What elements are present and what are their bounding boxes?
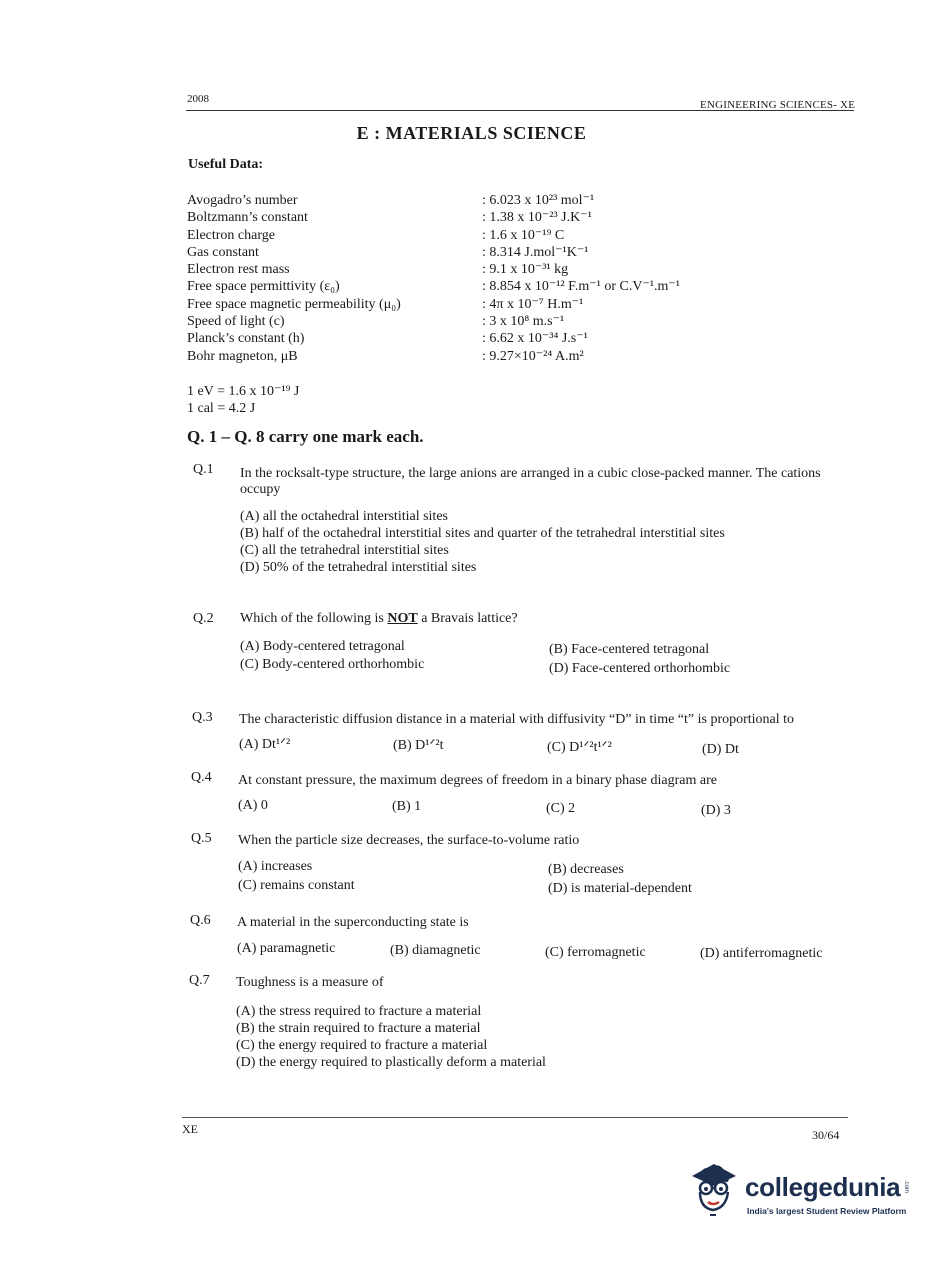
question-number: Q.7	[189, 973, 210, 988]
option: (D) antiferromagnetic	[700, 946, 823, 961]
constant-name: Boltzmann’s constant	[187, 210, 308, 226]
constant-value: : 4π x 10⁻⁷ H.m⁻¹	[482, 296, 584, 312]
watermark-com: .com	[903, 1180, 909, 1194]
option: (C) D¹ᐟ²t¹ᐟ²	[547, 740, 612, 755]
option: (B) half of the octahedral interstitial sites and quarter of the tetrahedral interstitial sites	[240, 526, 725, 541]
constant-name: Electron charge	[187, 227, 275, 243]
paper-name: ENGINEERING SCIENCES- XE	[700, 99, 856, 111]
question-text: In the rocksalt-type structure, the large anions are arranged in a cubic close-packed manner. The cations occupy	[240, 466, 821, 497]
question-number: Q.4	[191, 770, 212, 785]
option: (B) the strain required to fracture a material	[236, 1021, 481, 1036]
constant-name: Electron rest mass	[187, 262, 290, 278]
question-text: When the particle size decreases, the surface-to-volume ratio	[238, 833, 580, 848]
constant-value: : 8.854 x 10⁻¹² F.m⁻¹ or C.V⁻¹.m⁻¹	[482, 279, 680, 295]
option: (C) the energy required to fracture a material	[236, 1038, 488, 1053]
option: (B) D¹ᐟ²t	[393, 738, 444, 753]
constant-name: Free space permittivity (ε₀)	[187, 279, 340, 295]
option: (D) 3	[701, 803, 731, 818]
collegedunia-logo-icon	[688, 1158, 740, 1218]
question-number: Q.5	[191, 831, 212, 846]
constant-value: : 6.62 x 10⁻³⁴ J.s⁻¹	[482, 331, 588, 347]
option: (A) 0	[238, 798, 268, 813]
question-number: Q.2	[193, 611, 214, 626]
constant-value: : 8.314 J.mol⁻¹K⁻¹	[482, 244, 589, 260]
question-number: Q.3	[192, 710, 213, 725]
option: (B) Face-centered tetragonal	[549, 642, 710, 657]
watermark-brand: collegedunia	[745, 1172, 901, 1202]
constant-name: Free space magnetic permeability (μ₀)	[187, 296, 401, 312]
option: (A) all the octahedral interstitial sites	[240, 509, 448, 524]
question-text: A material in the superconducting state is	[237, 915, 469, 930]
watermark-tagline: India's largest Student Review Platform	[747, 1206, 907, 1216]
constant-name: Speed of light (c)	[187, 314, 285, 330]
option: (C) 2	[546, 801, 576, 816]
constant-name: Bohr magneton, μB	[187, 348, 298, 364]
question-text-part: Which of the following is	[240, 611, 384, 626]
question-text	[240, 611, 518, 627]
constant-value: : 9.27×10⁻²⁴ A.m²	[482, 348, 584, 364]
constant-value: : 3 x 10⁸ m.s⁻¹	[482, 314, 565, 330]
option: (D) the energy required to plastically deform a material	[236, 1055, 546, 1070]
option-list	[240, 508, 725, 576]
constant-values	[482, 192, 680, 365]
exam-year: 2008	[187, 93, 209, 105]
question-text: At constant pressure, the maximum degrees of freedom in a binary phase diagram are	[238, 773, 717, 788]
option: (D) Face-centered orthorhombic	[549, 661, 731, 676]
conversion-ev: 1 eV = 1.6 x 10⁻¹⁹ J	[187, 384, 300, 399]
footer-paper-code: XE	[182, 1122, 198, 1136]
constant-value: : 1.38 x 10⁻²³ J.K⁻¹	[482, 210, 592, 226]
question-text: The characteristic diffusion distance in a material with diffusivity “D” in time “t” is proportional to	[239, 712, 795, 727]
option: (C) all the tetrahedral interstitial sites	[240, 543, 449, 558]
option: (A) Body-centered tetragonal	[240, 639, 405, 654]
question-text-part: a Bravais lattice?	[421, 611, 518, 626]
question-number: Q.6	[190, 913, 211, 928]
constant-value: : 1.6 x 10⁻¹⁹ C	[482, 227, 565, 243]
section-heading: Q. 1 – Q. 8 carry one mark each.	[187, 427, 424, 446]
option: (D) Dt	[702, 742, 739, 757]
unit-conversions	[187, 383, 299, 417]
option: (B) diamagnetic	[390, 943, 481, 958]
page-title: E : MATERIALS SCIENCE	[356, 123, 587, 143]
footer-rule	[182, 1117, 848, 1118]
constant-names	[187, 192, 401, 365]
constant-name: Gas constant	[187, 244, 259, 260]
constant-value: : 9.1 x 10⁻³¹ kg	[482, 262, 569, 278]
option: (C) ferromagnetic	[545, 945, 646, 960]
page-number: 30/64	[812, 1128, 840, 1142]
option: (B) 1	[392, 799, 422, 814]
option-list	[236, 1003, 546, 1071]
emphasis-not: NOT	[387, 611, 418, 626]
option: (C) remains constant	[238, 878, 355, 893]
constant-name: Avogadro’s number	[187, 193, 298, 208]
option: (A) increases	[238, 859, 313, 874]
conversion-cal: 1 cal = 4.2 J	[187, 401, 256, 416]
question-text: Toughness is a measure of	[236, 975, 384, 990]
constant-name: Planck’s constant (h)	[187, 331, 305, 347]
option: (A) Dt¹ᐟ²	[239, 737, 291, 752]
option: (B) decreases	[548, 862, 624, 877]
option: (A) paramagnetic	[237, 941, 336, 956]
option: (D) is material-dependent	[548, 881, 692, 896]
option: (C) Body-centered orthorhombic	[240, 657, 425, 672]
useful-data-heading: Useful Data:	[188, 157, 264, 172]
question-number: Q.1	[193, 462, 214, 477]
option: (D) 50% of the tetrahedral interstitial sites	[240, 560, 477, 575]
header-rule	[186, 110, 854, 111]
option: (A) the stress required to fracture a material	[236, 1004, 482, 1019]
constant-value: : 6.023 x 10²³ mol⁻¹	[482, 193, 595, 208]
